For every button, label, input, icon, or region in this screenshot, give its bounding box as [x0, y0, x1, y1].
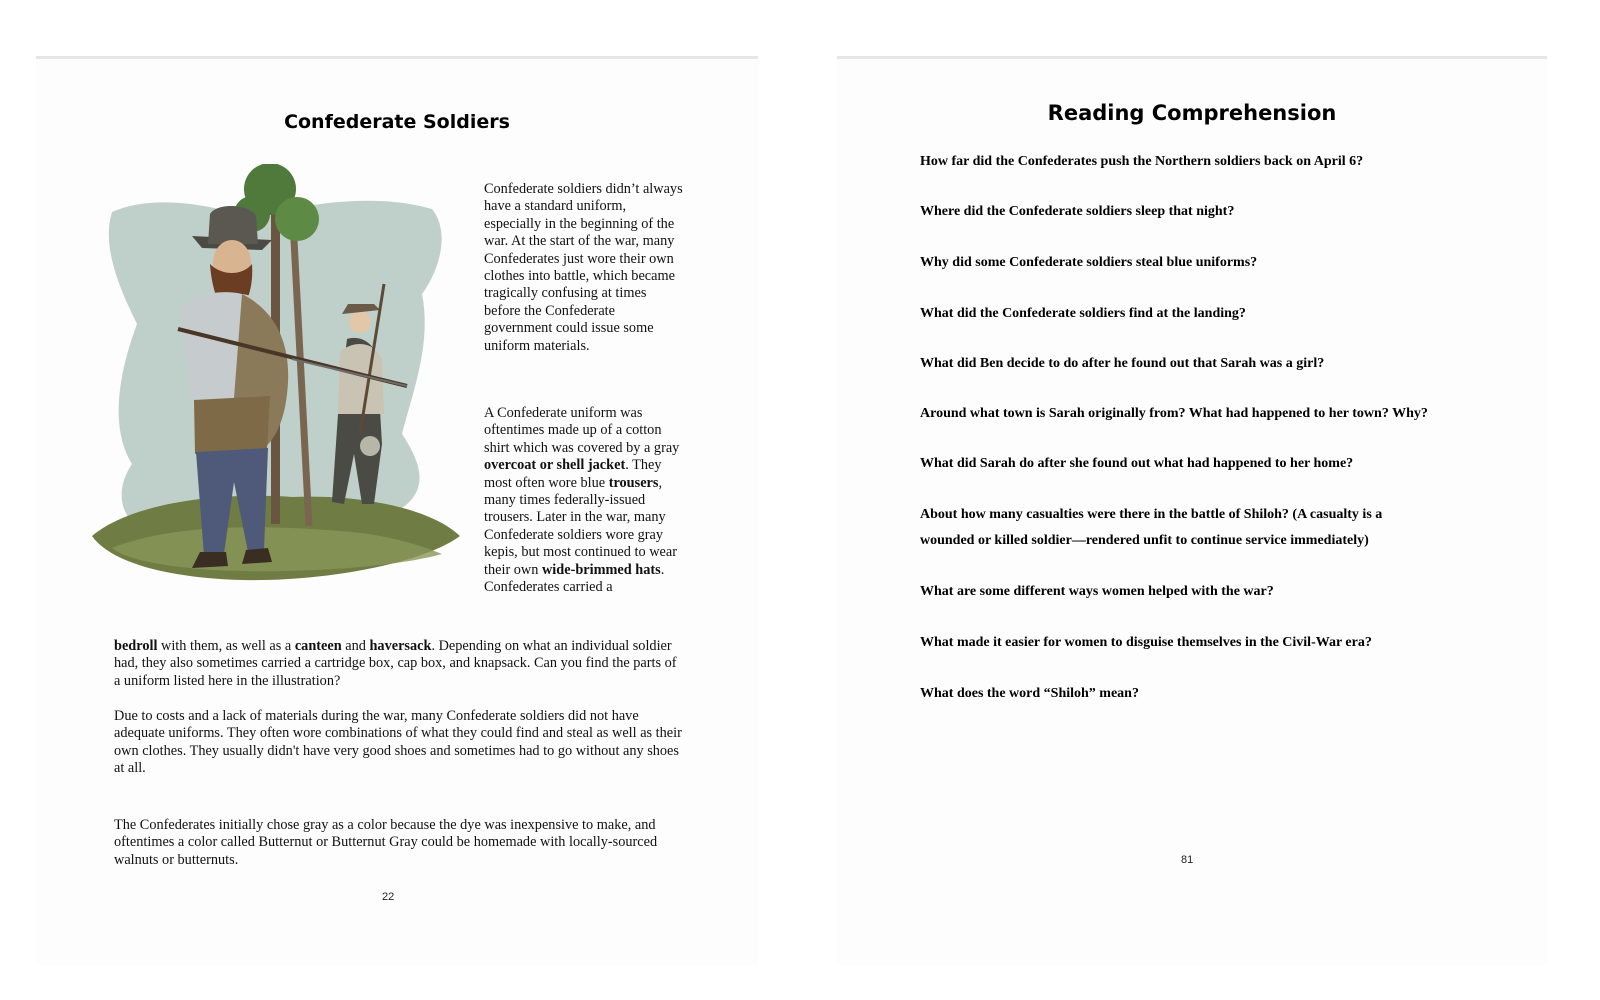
text-run: and: [341, 638, 370, 654]
right-page: [837, 56, 1547, 965]
question-item: Around what town is Sarah originally from? What had happened to her town? Why?: [920, 406, 1428, 421]
text-run: . Depending on what an individual soldier had, they also sometimes carried a cartridge box, cap box, and knapsack. Can you find the parts of a uniform listed here in the illustration?: [114, 638, 677, 689]
term-trousers: trousers: [608, 474, 659, 491]
costs-paragraph: Due to costs and a lack of materials during the war, many Confederate soldiers did not have adequate uniforms. They often wore combinations of what they could find and steal as well as their own clothes. They usually didn't have very good shoes and sometimes had to go without any shoes at all.: [114, 708, 682, 777]
page-number: 81: [1181, 854, 1194, 866]
term-canteen: canteen: [294, 638, 342, 654]
confederate-soldiers-illustration: [92, 164, 460, 616]
question-item: Where did the Confederate soldiers sleep that night?: [920, 204, 1235, 219]
question-item: Why did some Confederate soldiers steal blue uniforms?: [920, 255, 1258, 270]
text-run: . They most often wore blue: [484, 457, 662, 491]
question-list: [920, 149, 1440, 707]
text-run: A Confederate uniform was oftentimes made up of a cotton shirt which was covered by a gray: [484, 405, 680, 456]
term-haversack: haversack: [369, 638, 432, 654]
question-item: About how many casualties were there in the battle of Shiloh? (A casualty is a wounded or killed soldier—rendered unfit to continue service immediately): [920, 507, 1383, 548]
uniform-paragraph-continued: [114, 638, 682, 690]
text-run: . Confederates carried a: [484, 561, 665, 596]
gray-color-paragraph: The Confederates initially chose gray as a color because the dye was inexpensive to make, and oftentimes a color called Butternut or Butternut Gray could be homemade with locally-sourced walnuts or butternuts.: [114, 817, 658, 868]
term-hats: wide-brimmed hats: [541, 561, 661, 578]
question-item: What made it easier for women to disguise themselves in the Civil-War era?: [920, 635, 1372, 650]
page-title: Confederate Soldiers: [284, 111, 510, 133]
text-run: with them, as well as a: [157, 638, 295, 654]
question-item: What are some different ways women helped with the war?: [920, 584, 1274, 599]
question-item: How far did the Confederates push the Northern soldiers back on April 6?: [920, 154, 1364, 169]
uniform-paragraph: [484, 405, 684, 596]
intro-paragraph: Confederate soldiers didn’t always have a standard uniform, especially in the beginning of the war. At the start of the war, many Confederates just wore their own clothes into battle, which became tragically confusing at times before the Confederate government could issue some uniform materials.: [484, 181, 683, 354]
term-bedroll: bedroll: [114, 638, 158, 654]
left-page: [36, 56, 758, 965]
question-item: What did Ben decide to do after he found out that Sarah was a girl?: [920, 356, 1325, 371]
page-number: 22: [382, 891, 395, 903]
term-overcoat: overcoat or shell jacket: [484, 457, 626, 474]
page-title: Reading Comprehension: [1047, 101, 1337, 125]
question-item: What did Sarah do after she found out what had happened to her home?: [920, 456, 1354, 471]
question-item: What did the Confederate soldiers find at the landing?: [920, 306, 1246, 321]
text-run: , many times federally-issued trousers. Later in the war, many Confederate soldiers wore gray kepis, but most continued to wear their own: [484, 474, 677, 578]
question-item: What does the word “Shiloh” mean?: [920, 686, 1139, 701]
